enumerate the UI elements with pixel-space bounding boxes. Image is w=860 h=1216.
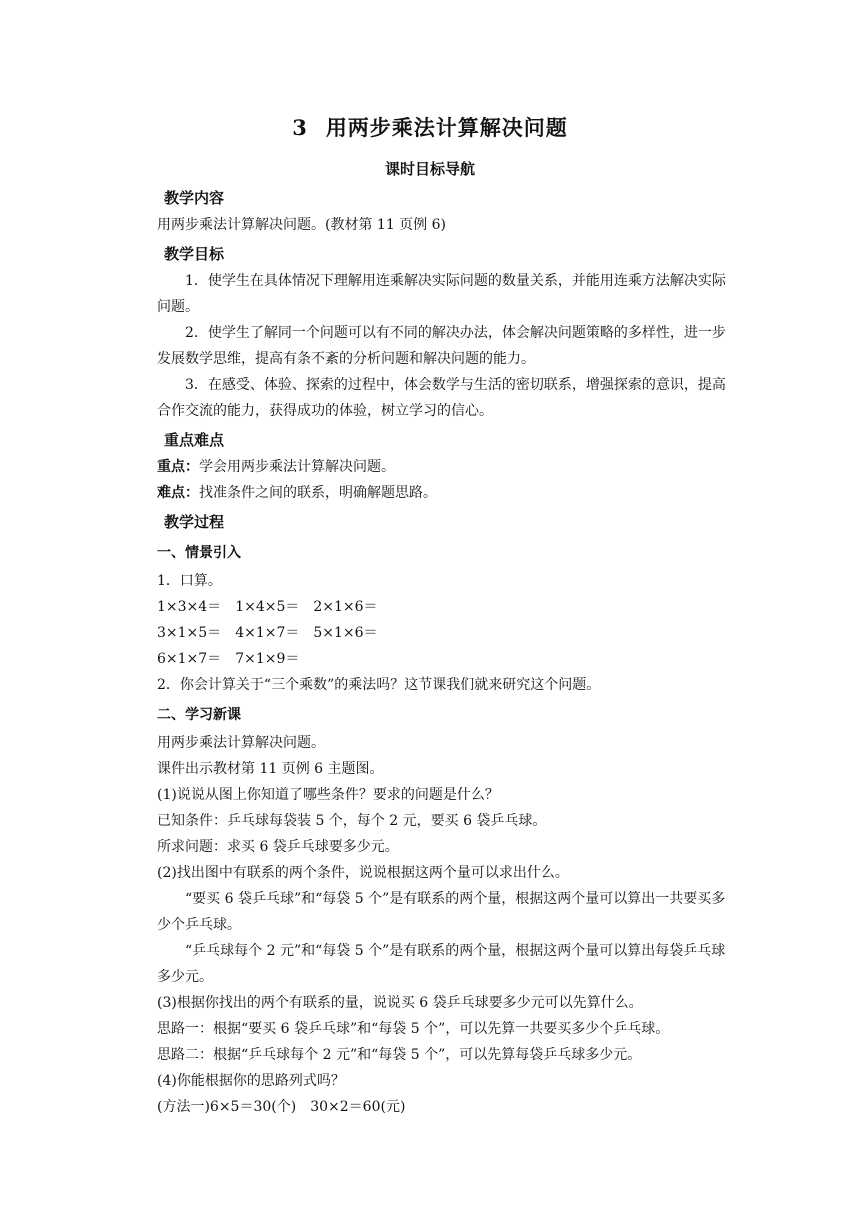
method-one-line: [157, 1094, 737, 1120]
paragraph: 课件出示教材第 11 页例 6 主题图。: [157, 761, 384, 777]
paragraph: “要买 6 袋乒乓球”和“每袋 5 个”是有联系的两个量，根据这两个量可以算出一共要买多少个乒乓球。: [157, 891, 726, 933]
calc-item: 5×1×6＝: [313, 625, 378, 641]
key-label: 重点：: [157, 459, 199, 475]
lesson-number: 3: [292, 115, 308, 140]
teaching-content-text: 用两步乘法计算解决问题。(教材第 11 页例 6): [157, 217, 446, 233]
calc-item: 1×4×5＝: [235, 599, 300, 615]
section-subtitle: 课时目标导航: [384, 160, 475, 178]
calc-item: 4×1×7＝: [235, 625, 300, 641]
key-point: [157, 454, 737, 480]
heading-teaching-content: 教学内容: [164, 189, 225, 207]
calc-item: 3×1×5＝: [157, 625, 222, 641]
lesson-body: [157, 182, 737, 1120]
calc-row-1: [157, 594, 737, 620]
goal-2: 2．使学生了解同一个问题可以有不同的解决办法，体会解决问题策略的多样性，进一步发展数学思维，提高有条不紊的分析问题和解决问题的能力。: [157, 325, 726, 367]
paragraph: “乒乓球每个 2 元”和“每袋 5 个”是有联系的两个量，根据这两个量可以算出每袋乒乓球多少元。: [157, 943, 726, 985]
intro-question: 2．你会计算关于“三个乘数”的乘法吗？这节课我们就来研究这个问题。: [157, 677, 601, 693]
calc-row-2: [157, 620, 737, 646]
paragraph: 已知条件：乒乓球每袋装 5 个，每个 2 元，要买 6 袋乒乓球。: [157, 813, 547, 829]
difficult-point: [157, 480, 737, 506]
calc-row-3: [157, 646, 737, 672]
heading-teaching-process: 教学过程: [164, 513, 225, 531]
calc-item: 1×3×4＝: [157, 599, 222, 615]
lesson-title: [0, 112, 860, 142]
calc-item: 6×1×7＝: [157, 651, 222, 667]
paragraph: (2)找出图中有联系的两个条件，说说根据这两个量可以求出什么。: [157, 865, 569, 881]
paragraph: 所求问题：求买 6 袋乒乓球要多少元。: [157, 839, 399, 855]
diff-text: 找准条件之间的联系，明确解题思路。: [199, 485, 437, 501]
calc-item: 7×1×9＝: [235, 651, 300, 667]
section-new-lesson: 二、学习新课: [157, 707, 241, 723]
heading-key-difficult: 重点难点: [164, 431, 225, 449]
paragraph: 用两步乘法计算解决问题。: [157, 735, 325, 751]
diff-label: 难点：: [157, 485, 199, 501]
lesson-title-text: 用两步乘法计算解决问题: [325, 116, 568, 140]
mental-calc-label: 1．口算。: [157, 573, 222, 589]
goal-3: 3．在感受、体验、探索的过程中，体会数学与生活的密切联系，增强探索的意识，提高合作交流的能力，获得成功的体验，树立学习的信心。: [157, 377, 726, 419]
paragraph: (3)根据你找出的两个有联系的量，说说买 6 袋乒乓球要多少元可以先算什么。: [157, 995, 643, 1011]
heading-teaching-goals: 教学目标: [164, 245, 225, 263]
method-one-step2: 30×2＝60(元): [310, 1099, 406, 1115]
section-intro: 一、情景引入: [157, 545, 241, 561]
method-one-step1: (方法一)6×5＝30(个): [157, 1099, 297, 1115]
key-text: 学会用两步乘法计算解决问题。: [199, 459, 395, 475]
paragraph: (1)说说从图上你知道了哪些条件？要求的问题是什么？: [157, 787, 499, 803]
paragraph: 思路一：根据“要买 6 袋乒乓球”和“每袋 5 个”，可以先算一共要买多少个乒乓球。: [157, 1021, 670, 1037]
calc-item: 2×1×6＝: [313, 599, 378, 615]
paragraph: 思路二：根据“乒乓球每个 2 元”和“每袋 5 个”，可以先算每袋乒乓球多少元。: [157, 1047, 642, 1063]
goal-1: 1．使学生在具体情况下理解用连乘解决实际问题的数量关系，并能用连乘方法解决实际问题。: [157, 273, 726, 315]
paragraph: (4)你能根据你的思路列式吗？: [157, 1073, 345, 1089]
